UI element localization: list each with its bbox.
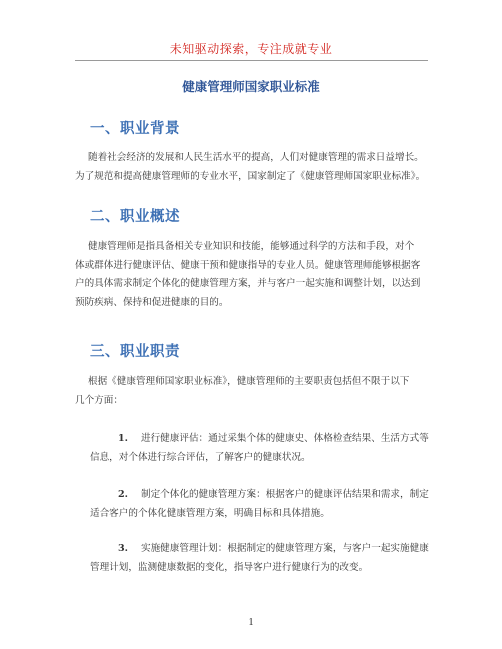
running-header: 未知驱动探索，专注成就专业 [169,42,333,56]
list-item-line: 制定个体化的健康管理方案：根据客户的健康评估结果和需求，制定 [141,489,429,500]
paragraph-line: 健康管理师是指具备相关专业知识和技能，能够通过科学的方法和手段，对个 [88,241,415,252]
section-paragraph-overview [75,238,427,312]
section-heading-duties: 三、职业职责 [90,343,180,360]
document-title: 健康管理师国家职业标准 [182,79,320,94]
list-item-line: 实施健康管理计划：根据制定的健康管理方案，与客户一起实施健康 [141,543,429,554]
list-item-line: 适合客户的个体化健康管理方案，明确目标和具体措施。 [90,507,330,519]
list-item-line: 信息，对个体进行综合评估，了解客户的健康状况。 [90,451,311,463]
list-item-number: 2. [118,489,129,500]
paragraph-line: 户的具体需求制定个体化的健康管理方案，并与客户一起实施和调整计划，以达到 [75,278,421,289]
list-item-line: 管理计划，监测健康数据的变化，指导客户进行健康行为的改变。 [90,561,369,573]
page-number: 1 [248,617,254,628]
list-item-line: 进行健康评估：通过采集个体的健康史、体格检查结果、生活方式等 [141,433,429,444]
header-divider [75,60,428,61]
paragraph-line: 根据《健康管理师国家职业标准》，健康管理师的主要职责包括但不限于以下 [88,376,410,387]
paragraph-line: 为了规范和提高健康管理师的专业水平，国家制定了《健康管理师国家职业标准》。 [75,170,426,182]
section-heading-background: 一、职业背景 [90,120,180,137]
list-item-number: 1. [118,433,129,444]
list-item-number: 3. [118,543,129,554]
paragraph-line: 预防疾病、保持和促进健康的目的。 [75,296,229,308]
section-paragraph-background [75,149,427,186]
paragraph-line: 几个方面： [75,394,123,406]
paragraph-line: 随着社会经济的发展和人民生活水平的提高，人们对健康管理的需求日益增长。 [88,152,424,163]
section-heading-overview: 二、职业概述 [90,208,180,225]
paragraph-line: 体或群体进行健康评估、健康干预和健康指导的专业人员。健康管理师能够根据客 [75,259,421,271]
section-paragraph-duties [75,373,427,410]
